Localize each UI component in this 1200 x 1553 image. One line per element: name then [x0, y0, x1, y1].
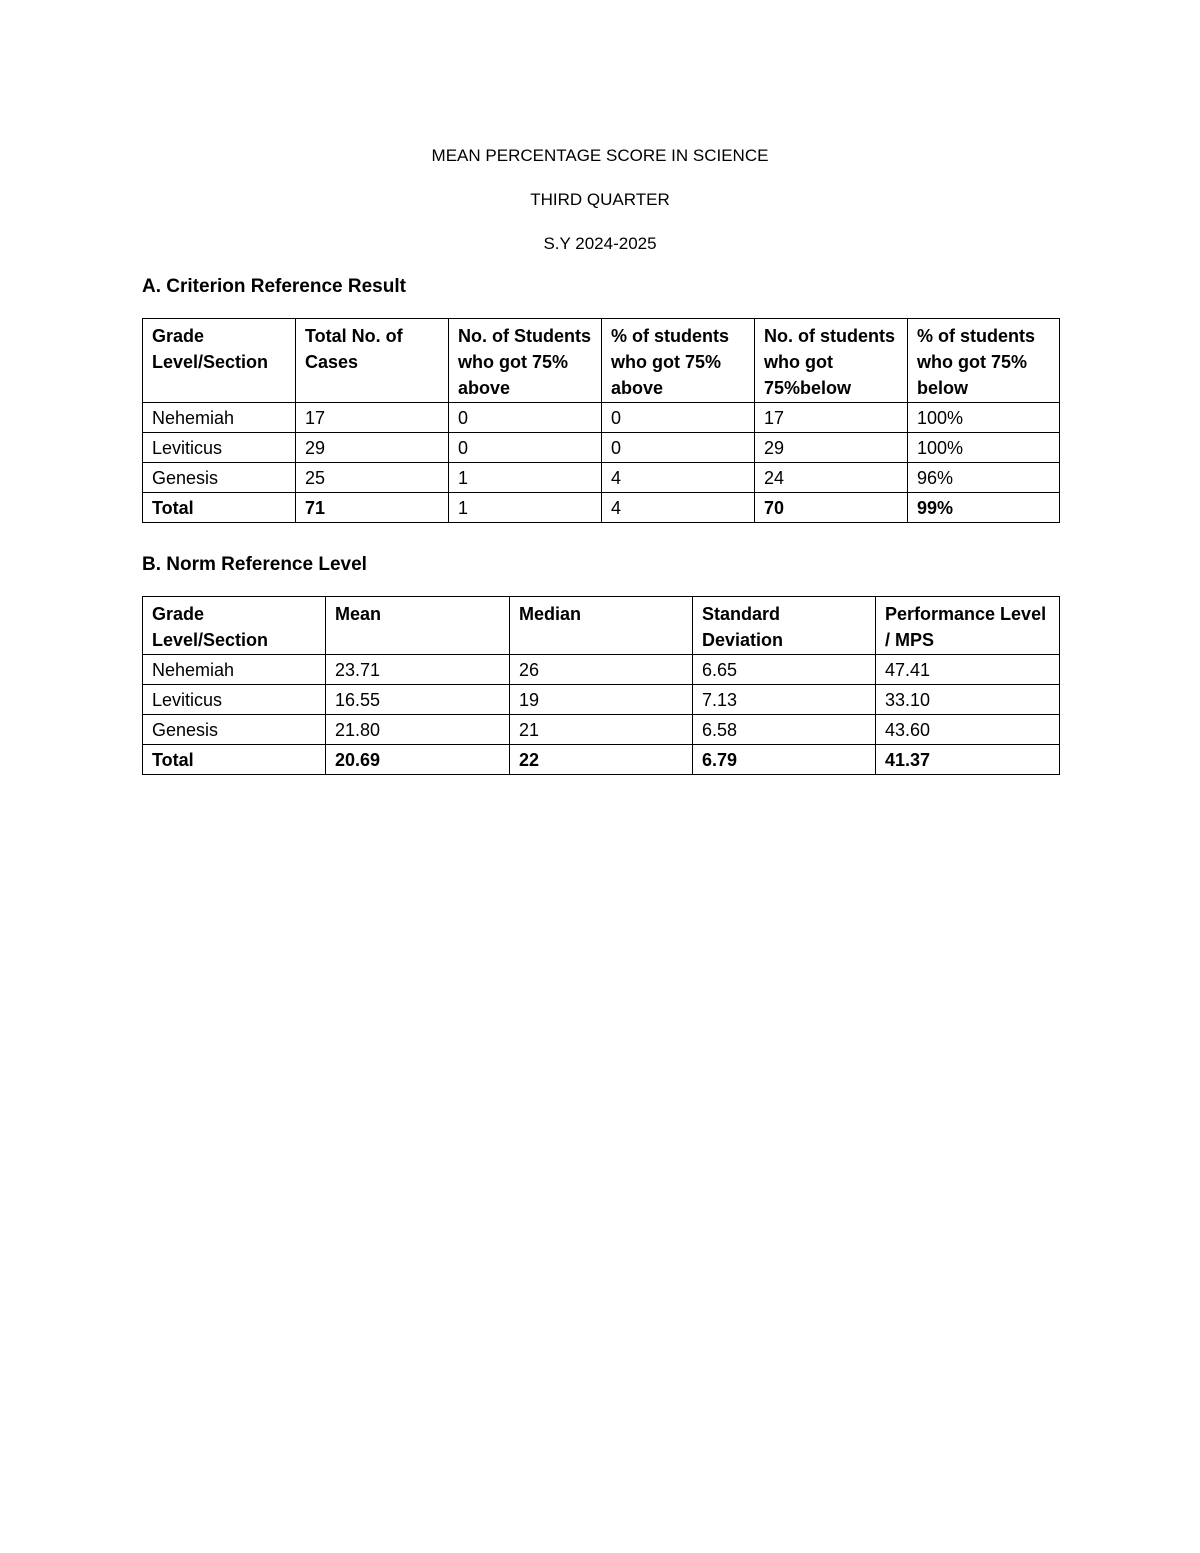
column-header: Performance Level / MPS — [876, 597, 1060, 655]
table-row — [143, 463, 1060, 493]
table-cell: 24 — [755, 463, 908, 493]
table-cell: Leviticus — [143, 433, 296, 463]
document-title: MEAN PERCENTAGE SCORE IN SCIENCE — [431, 146, 769, 165]
table-cell: Nehemiah — [143, 655, 326, 685]
column-header: % of students who got 75% below — [908, 319, 1060, 403]
table-cell: 100% — [908, 403, 1060, 433]
table-cell: Leviticus — [143, 685, 326, 715]
table-cell: 22 — [510, 745, 693, 775]
table-cell: Genesis — [143, 715, 326, 745]
table-cell: 6.58 — [693, 715, 876, 745]
table-cell: 29 — [755, 433, 908, 463]
table-cell: 0 — [602, 403, 755, 433]
table-cell: 0 — [449, 433, 602, 463]
table-cell: 43.60 — [876, 715, 1060, 745]
table-cell: Total — [143, 745, 326, 775]
table-cell: 19 — [510, 685, 693, 715]
column-header: Total No. of Cases — [296, 319, 449, 403]
table-cell: Nehemiah — [143, 403, 296, 433]
table-cell: 4 — [602, 463, 755, 493]
table-cell: 1 — [449, 493, 602, 523]
table-cell: 70 — [755, 493, 908, 523]
table-cell: Total — [143, 493, 296, 523]
norm-reference-heading: B. Norm Reference Level — [142, 554, 367, 575]
table-cell: 1 — [449, 463, 602, 493]
table-cell: 29 — [296, 433, 449, 463]
column-header: Mean — [326, 597, 510, 655]
table-cell: 25 — [296, 463, 449, 493]
table-row — [143, 655, 1060, 685]
column-header: Median — [510, 597, 693, 655]
table-cell: 6.79 — [693, 745, 876, 775]
column-header: Grade Level/Section — [143, 597, 326, 655]
table-total-row — [143, 493, 1060, 523]
table-cell: 23.71 — [326, 655, 510, 685]
criterion-reference-table — [142, 318, 1060, 523]
table-cell: 96% — [908, 463, 1060, 493]
column-header: No. of Students who got 75% above — [449, 319, 602, 403]
table-cell: 21 — [510, 715, 693, 745]
table-cell: 6.65 — [693, 655, 876, 685]
table-cell: 7.13 — [693, 685, 876, 715]
table-cell: 4 — [602, 493, 755, 523]
table-row — [143, 715, 1060, 745]
table-cell: 17 — [296, 403, 449, 433]
table-cell: 99% — [908, 493, 1060, 523]
table-cell: 16.55 — [326, 685, 510, 715]
table-cell: 20.69 — [326, 745, 510, 775]
column-header: Standard Deviation — [693, 597, 876, 655]
table-cell: 33.10 — [876, 685, 1060, 715]
table-cell: 0 — [602, 433, 755, 463]
table-total-row — [143, 745, 1060, 775]
document-quarter: THIRD QUARTER — [530, 190, 670, 209]
column-header: Grade Level/Section — [143, 319, 296, 403]
column-header: % of students who got 75% above — [602, 319, 755, 403]
table-cell: 100% — [908, 433, 1060, 463]
table-cell: 21.80 — [326, 715, 510, 745]
table-cell: 47.41 — [876, 655, 1060, 685]
criterion-reference-heading: A. Criterion Reference Result — [142, 276, 406, 297]
table-header-row — [143, 319, 1060, 403]
table-cell: 71 — [296, 493, 449, 523]
table-cell: 41.37 — [876, 745, 1060, 775]
table-cell: Genesis — [143, 463, 296, 493]
table-cell: 0 — [449, 403, 602, 433]
table-row — [143, 685, 1060, 715]
table-row — [143, 433, 1060, 463]
table-cell: 26 — [510, 655, 693, 685]
table-header-row — [143, 597, 1060, 655]
column-header: No. of students who got 75%below — [755, 319, 908, 403]
table-row — [143, 403, 1060, 433]
document-school-year: S.Y 2024-2025 — [543, 234, 657, 253]
table-cell: 17 — [755, 403, 908, 433]
norm-reference-table — [142, 596, 1060, 775]
